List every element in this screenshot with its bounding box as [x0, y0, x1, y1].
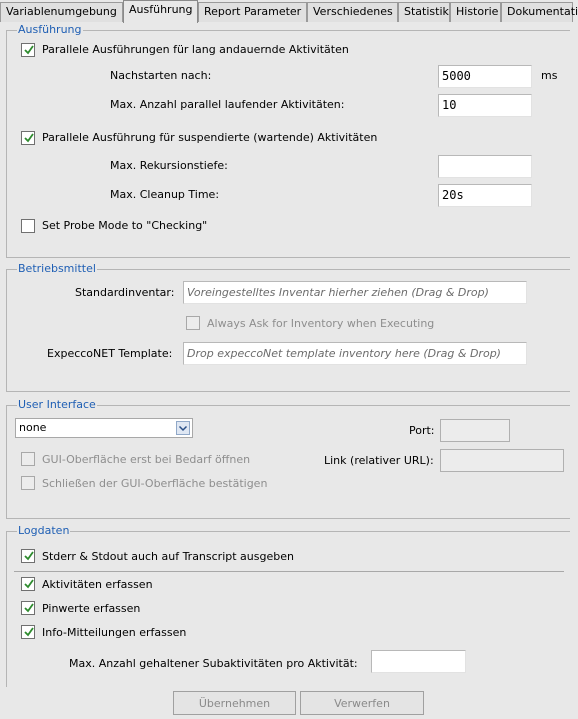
- info-checkbox[interactable]: [21, 625, 35, 639]
- max-cleanup-input[interactable]: 20s: [438, 184, 532, 207]
- resources-group-title: Betriebsmittel: [18, 262, 96, 275]
- inventory-label: Standardinventar:: [75, 286, 175, 299]
- restart-input[interactable]: 5000: [438, 65, 532, 88]
- tab-statistik[interactable]: [398, 2, 450, 22]
- tab-ausfuehrung[interactable]: [123, 0, 198, 23]
- max-recursion-label: Max. Rekursionstiefe:: [110, 159, 228, 172]
- chevron-down-icon[interactable]: [176, 421, 190, 435]
- max-cleanup-label: Max. Cleanup Time:: [110, 188, 220, 201]
- always-ask-label: Always Ask for Inventory when Executing: [207, 317, 435, 330]
- ui-mode-select[interactable]: [15, 418, 193, 438]
- activities-label: Aktivitäten erfassen: [42, 578, 153, 591]
- max-recursion-input[interactable]: [438, 155, 532, 178]
- checkmark-icon: [23, 550, 35, 562]
- checkmark-icon: [23, 578, 35, 590]
- tab-label: Verschiedenes: [313, 5, 393, 18]
- tab-label: Variablenumgebung: [6, 5, 117, 18]
- activities-checkbox[interactable]: [21, 577, 35, 591]
- tab-bar: [0, 0, 578, 22]
- tab-label: Historie: [456, 5, 499, 18]
- max-sub-label: Max. Anzahl gehaltener Subaktivitäten pro Aktivität:: [69, 657, 358, 670]
- probe-mode-checkbox[interactable]: [21, 219, 35, 233]
- max-sub-input[interactable]: [371, 650, 466, 673]
- execution-group-title: Ausführung: [18, 23, 82, 36]
- tab-variablenumgebung[interactable]: [0, 2, 123, 22]
- pins-checkbox[interactable]: [21, 601, 35, 615]
- tab-label: Report Parameter: [204, 5, 302, 18]
- checkmark-icon: [23, 602, 35, 614]
- pins-label: Pinwerte erfassen: [42, 602, 141, 615]
- gui-on-demand-label: GUI-Oberfläche erst bei Bedarf öffnen: [42, 453, 251, 466]
- tab-dokumentation[interactable]: [501, 2, 578, 22]
- tab-report-parameter[interactable]: [198, 2, 307, 22]
- template-label: ExpeccoNET Template:: [47, 347, 173, 360]
- max-parallel-input[interactable]: 10: [438, 94, 532, 117]
- tab-label: Dokumentati: [507, 5, 578, 18]
- restart-label: Nachstarten nach:: [110, 69, 212, 82]
- logdata-group-title: Logdaten: [18, 524, 70, 537]
- ui-mode-value: none: [19, 421, 47, 434]
- inventory-drop-field[interactable]: Voreingestelltes Inventar hierher ziehen (Drag & Drop): [183, 281, 527, 304]
- gui-on-demand-checkbox[interactable]: [21, 452, 35, 466]
- stderr-checkbox[interactable]: [21, 549, 35, 563]
- parallel-long-checkbox[interactable]: [21, 43, 35, 57]
- template-drop-field[interactable]: Drop expeccoNet template inventory here (Drag & Drop): [183, 342, 527, 365]
- parallel-suspended-checkbox[interactable]: [21, 131, 35, 145]
- checkmark-icon: [23, 626, 35, 638]
- parallel-suspended-label: Parallele Ausführung für suspendierte (wartende) Aktivitäten: [42, 131, 378, 144]
- restart-unit: ms: [541, 69, 558, 82]
- port-label: Port:: [409, 424, 435, 437]
- link-input[interactable]: [440, 449, 564, 472]
- checkmark-icon: [23, 132, 35, 144]
- stderr-label: Stderr & Stdout auch auf Transcript ausgeben: [42, 550, 294, 563]
- port-input[interactable]: [440, 419, 510, 442]
- discard-button[interactable]: Verwerfen: [300, 691, 424, 715]
- logdata-divider: [14, 571, 564, 572]
- confirm-close-checkbox[interactable]: [21, 476, 35, 490]
- info-label: Info-Mitteilungen erfassen: [42, 626, 187, 639]
- tab-label: Statistik: [404, 5, 449, 18]
- checkmark-icon: [23, 44, 35, 56]
- probe-mode-label: Set Probe Mode to "Checking": [42, 219, 208, 232]
- max-parallel-label: Max. Anzahl parallel laufender Aktivitäten:: [110, 98, 345, 111]
- always-ask-checkbox[interactable]: [186, 316, 200, 330]
- link-label: Link (relativer URL):: [324, 454, 434, 467]
- confirm-close-label: Schließen der GUI-Oberfläche bestätigen: [42, 477, 268, 490]
- tab-historie[interactable]: [450, 2, 501, 22]
- tab-label: Ausführung: [129, 3, 193, 16]
- parallel-long-label: Parallele Ausführungen für lang andauernde Aktivitäten: [42, 43, 349, 56]
- tab-verschiedenes[interactable]: [307, 2, 398, 22]
- ui-group-title: User Interface: [18, 398, 96, 411]
- apply-button[interactable]: Übernehmen: [173, 691, 296, 715]
